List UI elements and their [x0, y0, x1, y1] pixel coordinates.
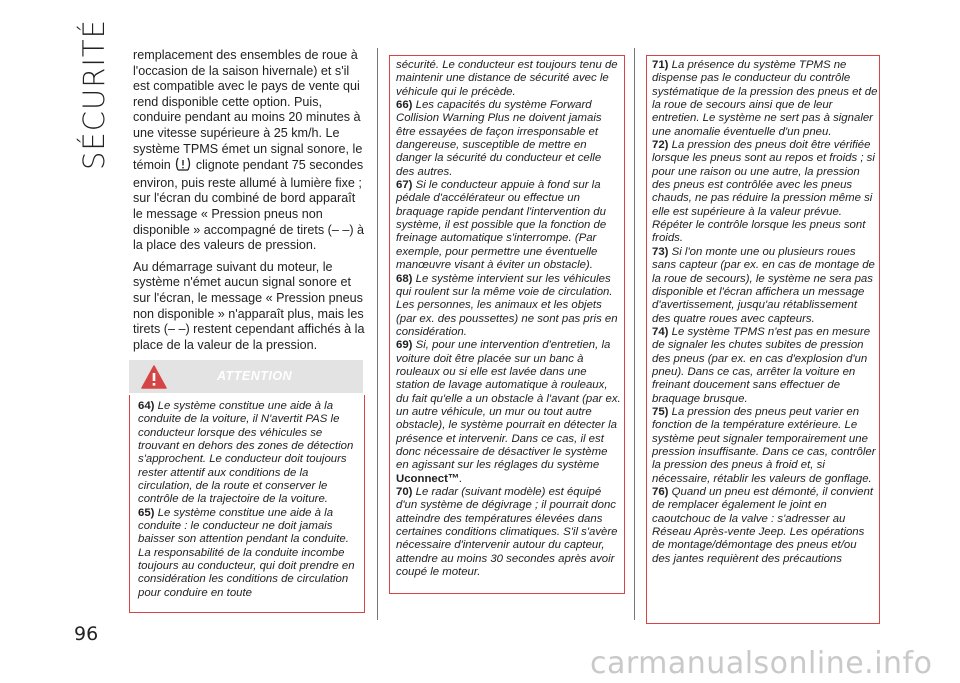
note-text: Si, pour une intervention d'entretien, la voiture doit être placée sur un banc à rouleaux ou si elle est lavée dans une station de lavage automatique à rouleaux, du fait qu'elle a un obstacle à l'avant (par ex. un autre véhicule, un mur ou tout autre obstacle), le système pourrait en détecter la présence et intervenir. Dans ce cas, il est donc nécessaire de désactiver le système en agissant sur les réglages du système [396, 339, 621, 472]
note-number: 70) [396, 486, 413, 498]
note-text: La pression des pneus doit être vérifiée lorsque les pneus sont au repos et froids ; si pour une raison ou une autre, la pression des pneus est contrôlée avec les pneus chauds, ne pas réduire la pression même si elle est supérieure à la valeur prévue. Répéter le contrôle lorsque les pneus sont froids. [652, 139, 875, 245]
note-71 [652, 59, 878, 139]
note-number: 69) [396, 339, 413, 352]
note-72 [652, 139, 878, 246]
watermark: carmanualsonline.info [590, 646, 933, 681]
note-number: 65) [138, 506, 155, 519]
note-number: 74) [652, 325, 669, 338]
note-text: Si le conducteur appuie à fond sur la pédale d'accélérateur ou effectue un braquage rapide pendant l'intervention du système, il est possible que la fonction de freinage automatique s'interrompe. (Par exemple, pour permettre une éventuelle manœuvre visant à éviter un obstacle). [396, 179, 607, 272]
warning-box-2 [389, 55, 625, 594]
note-text: Le système constitue une aide à la conduite : le conducteur ne doit jamais baisser son attention pendant la conduite. La responsabilité de la conduite incombe toujours au conducteur, qui doit prendre en considération les conditions de circulation pour conduire en toute [138, 506, 355, 599]
note-text: Quand un pneu est démonté, il convient de remplacer également le joint en caoutchouc de la valve : s'adresser au Réseau Après-vente Jeep. Les opérations de montage/démontage des pneus et/ou des jantes requièrent des précautions [652, 486, 874, 565]
paragraph-text: clignote pendant 75 secondes environ, puis reste allumé à lumière fixe ; sur l'écran du combiné de bord apparaît le message « Pression pneus non disponible » accompagné de tirets (– –) à la place des valeurs de pression. [133, 158, 365, 253]
note-number: 72) [652, 139, 669, 152]
note-65 [138, 507, 358, 600]
note-number: 75) [652, 405, 669, 418]
note-68 [396, 273, 622, 340]
note-text: La pression des pneus peut varier en fonction de la température extérieure. Le système peut signaler temporairement une pression insuffisante. Dans ce cas, contrôler la pression des pneus à froid et, si nécessaire, rétablir les valeurs de gonflage. [652, 405, 876, 485]
column-divider [377, 48, 378, 620]
note-number: 68) [396, 272, 413, 285]
section-title: SÉCURITÉ [77, 19, 111, 170]
body-paragraph-2: Au démarrage suivant du moteur, le système n'émet aucun signal sonore et sur l'écran, le message « Pression pneus non disponible » n'apparaît plus, mais les tirets (– –) restent cependant affichés à la place de la valeur de la pression. [133, 259, 365, 352]
note-number: 73) [652, 245, 669, 258]
note-text: Le système constitue une aide à la conduite de la voiture, il N'avertit PAS le conducteur lorsque des véhicules se trouvant en dehors des zones de détection s'approchent. Le conducteur doit toujours rester attentif aux conditions de la circulation, de la route et conserver le contrôle de la trajectoire de la voiture. [138, 400, 354, 506]
note-70 [396, 486, 622, 579]
note-text: Le système intervient sur les véhicules qui roulent sur la même voie de circulation. Les personnes, les animaux et les objets (par ex. des poussettes) ne sont pas pris en considération. [396, 272, 618, 338]
warning-box-3 [646, 55, 880, 624]
notes-list [652, 59, 878, 566]
column-divider [634, 48, 635, 620]
note-73 [652, 246, 878, 326]
note-number: 64) [138, 400, 155, 412]
page-number: 96 [74, 623, 99, 645]
note-number: 71) [652, 59, 669, 71]
note-text: Les capacités du système Forward Collision Warning Plus ne doivent jamais être essayées de façon irresponsable et dangereuse, susceptible de mettre en danger la sécurité du conducteur et celle des autres. [396, 99, 602, 178]
note-66 [396, 99, 622, 179]
note-end: . [459, 472, 463, 485]
note-76 [652, 486, 878, 566]
note-69 [396, 339, 622, 486]
body-paragraph-1 [133, 48, 365, 254]
attention-header [129, 360, 363, 393]
notes-list [138, 400, 358, 600]
paragraph-text: remplacement des ensembles de roue à l'occasion de la saison hivernale) et s'il est compatible avec le pays de vente qui rend disponible cette option. Puis, conduire pendant au moins 20 minutes à une vitesse supérieure à 25 km/h. Le système TPMS émet un signal sonore, le témoin [133, 48, 363, 173]
note-text: Si l'on monte une ou plusieurs roues sans capteur (par ex. en cas de montage de la roue de secours), le système ne sera pas disponible et l'écran affichera un message d'avertissement, jusqu'au rétablissement des quatre roues avec capteurs. [652, 245, 875, 325]
warning-triangle-icon [141, 365, 167, 389]
body-text-column [133, 48, 365, 359]
note-number: 66) [396, 99, 413, 112]
note-75 [652, 406, 878, 486]
note-text: La présence du système TPMS ne dispense pas le conducteur du contrôle systématique de la pression des pneus et de la roue de secours ainsi que de leur entretien. Le système ne sert pas à signaler une anomalie éventuelle d'un pneu. [652, 59, 878, 138]
note-number: 76) [652, 486, 669, 498]
note-text: Le radar (suivant modèle) est équipé d'un système de dégivrage ; il pourrait donc atteindre des températures élevées dans certaines conditions climatiques. S'il s'avère nécessaire d'intervenir autour du capteur, attendre au moins 30 secondes après avoir coupé le moteur. [396, 486, 618, 579]
tpms-warning-icon [175, 157, 191, 176]
attention-label: ATTENTION [217, 369, 293, 383]
note-64 [138, 400, 358, 507]
note-number: 67) [396, 179, 413, 192]
note-text: Le système TPMS n'est pas en mesure de signaler les chutes subites de pression des pneus (par ex. en cas d'explosion d'un pneu). Dans ce cas, arrêter la voiture en freinant doucement sans effectuer de braquage brusque. [652, 325, 871, 405]
note-continuation: sécurité. Le conducteur est toujours tenu de maintenir une distance de sécurité avec le véhicule qui le précède. [396, 59, 618, 98]
notes-list [396, 59, 622, 579]
note-74 [652, 326, 878, 406]
warning-box-1 [129, 395, 365, 613]
note-67 [396, 179, 622, 272]
brand-name: Uconnect™ [396, 472, 460, 485]
